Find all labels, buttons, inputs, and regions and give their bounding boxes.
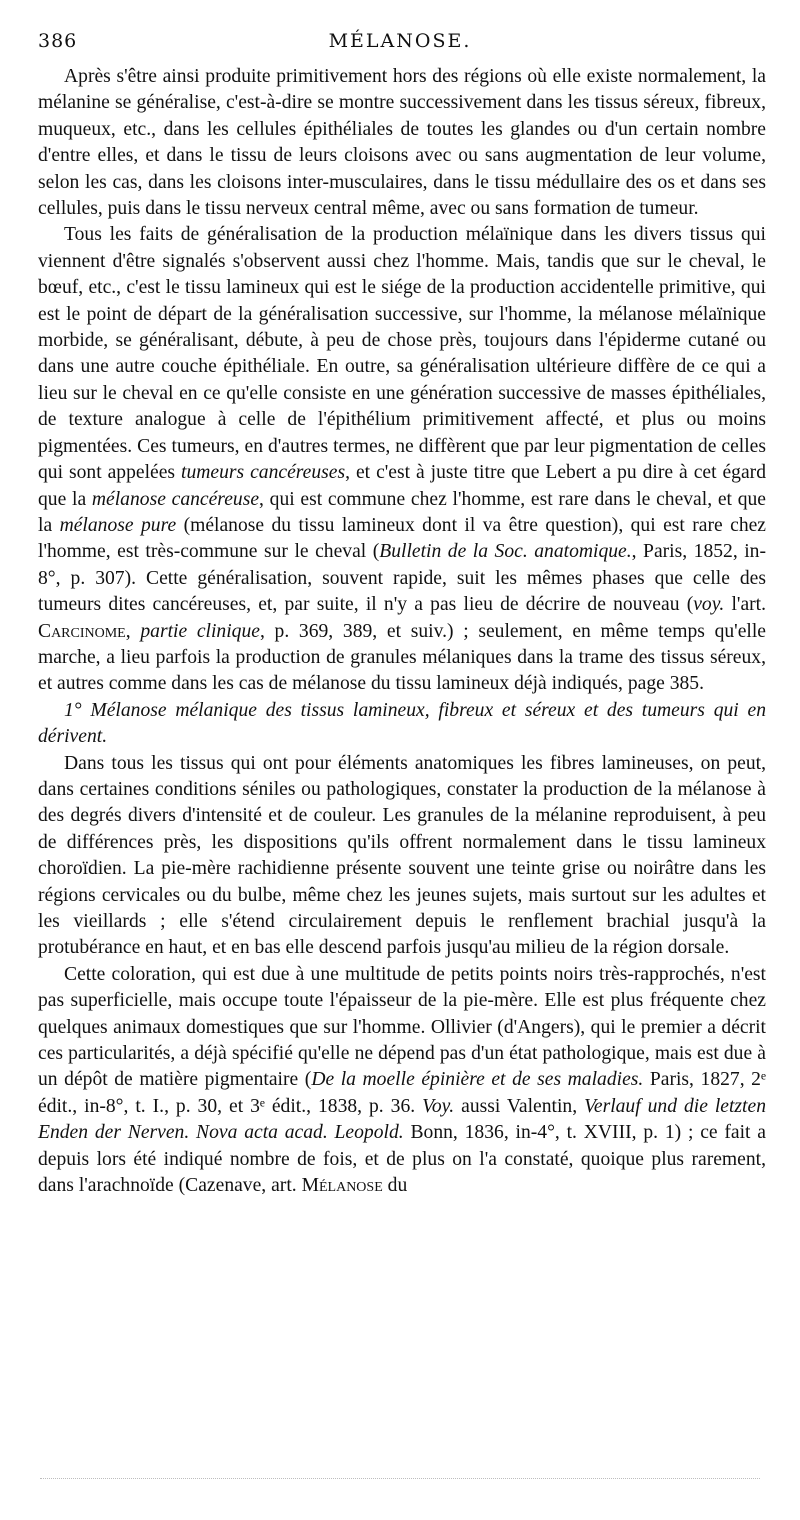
running-title: MÉLANOSE. [328, 30, 472, 52]
text-run: , [125, 620, 141, 642]
text-run: du [382, 1175, 408, 1197]
text-run: (mélanose du tissu lamineux dont il va être question), qui est rare chez l'homme, est très-commune sur le cheval ( [38, 514, 767, 563]
paragraph: Après s'être ainsi produite primitivement hors des régions où elle existe normalement, la mélanine se généralise, c'est-à-dire se montre successivement dans les tissus séreux, fibreux, muqueux, etc., dans les cellules épithéliales de toutes les glandes ou d'un certain nombre d'entre elles, et dans le tissu de leurs cloisons avec ou sans augmentation de leur volume, selon les cas, dans les cloisons inter-musculaires, dans le tissu médullaire des os et dans ses cellules, puis dans le tissu nerveux central même, avec ou sans formation de tumeur. [38, 66, 766, 220]
section-heading: 1° Mélanose mélanique des tissus lamineux, fibreux et séreux et des tumeurs qui en dérivent. [38, 699, 766, 748]
text-run: Bonn, 1836, in-4°, t. XVIII, p. 1) ; ce fait a depuis lors été indiqué nombre de fois, et de plus on l'a constaté, quoique plus rarement, dans l'arachnoïde (Cazenave, art. [38, 1122, 766, 1197]
text-run: Tous les faits de généralisation de la production mélaïnique dans les divers tissus qui viennent d'être signalés s'observent aussi chez l'homme. Mais, tandis que sur le cheval, le bœuf, etc., c'est le tissu lamineux qui est le siége de la production accidentelle primitive, qui est le point de départ de la généralisation successive, sur l'homme, la mélanose mélaïnique morbide, se généralisant, débute, à peu de chose près, toujours dans l'épiderme cutané ou dans une autre couche épithéliale. En outre, sa généralisation ultérieure diffère de ce qui a lieu sur le cheval en ce qu'elle consiste en une génération successive de masses épithéliales, de texture analogue à celle de l'épithélium primitivement affecté, et plus ou moins pigmentées. Ces tumeurs, en d'autres termes, ne diffèrent que par leur pigmentation de celles qui sont appelées [38, 224, 766, 484]
citation-title: De la moelle épinière et de ses maladies. [311, 1069, 644, 1091]
italic-term: Voy. [422, 1095, 455, 1117]
text-run: Paris, 1827, 2ᵉ édit., in-8°, t. I., p. 30, et 3ᵉ édit., 1838, p. 36. [38, 1069, 766, 1117]
bottom-scan-line [40, 1478, 760, 1479]
cross-reference: Mélanose [301, 1175, 383, 1197]
italic-term: voy. [693, 594, 725, 616]
citation-title: Bulletin de la Soc. anatomique. [379, 541, 632, 563]
italic-term: tumeurs cancéreuses [181, 462, 346, 484]
page-number: 386 [38, 30, 78, 52]
text-run: aussi Valentin, [454, 1095, 585, 1117]
paragraph [38, 222, 766, 697]
italic-term: partie clinique [140, 620, 260, 642]
italic-term: mélanose cancéreuse [91, 488, 260, 510]
text-run: , qui est commune chez l'homme, est rare dans le cheval, et que la [38, 488, 766, 536]
paragraph: Dans tous les tissus qui ont pour éléments anatomiques les fibres lamineuses, on peut, dans certaines conditions séniles ou pathologiques, constater la production de la mélanose à des degrés divers d'intensité et de couleur. Les granules de la mélanine reproduisent, à peu de différences près, les dispositions qu'ils offrent normalement dans le tissu lamineux choroïdien. La pie-mère rachidienne présente souvent une teinte grise ou noirâtre dans les régions cervicales ou du bulbe, même chez les jeunes sujets, mais surtout sur les adultes et les vieillards ; elle s'étend circulairement depuis le renflement brachial jusqu'à la protubérance en haut, et en bas elle descend parfois jusqu'au milieu de la région dorsale. [38, 752, 766, 959]
text-run: , Paris, 1852, in-8°, p. 307). Cette généralisation, souvent rapide, suit les mêmes phases que celle des tumeurs dites cancéreuses, et, par suite, il n'y a pas lieu de décrire de nouveau ( [38, 541, 767, 616]
italic-term: mélanose pure [59, 514, 177, 536]
paragraph [38, 962, 766, 1200]
text-run: l'art. [724, 594, 767, 616]
text-run: , et c'est à juste titre que Lebert a pu dire à cet égard que la [38, 462, 766, 510]
citation-title: Verlauf und die letzten Enden der Nerven. Nova acta acad. Leopold. [38, 1095, 766, 1144]
text-run: Cette coloration, qui est due à une multitude de petits points noirs très-rapprochés, n'est pas superficielle, mais occupe toute l'épaisseur de la pie-mère. Elle est plus fréquente chez quelques animaux domestiques que sur l'homme. Ollivier (d'Angers), qui le premier a décrit ces particularités, a déjà spécifié qu'elle ne dépend pas d'un état pathologique, mais est due à un dépôt de matière pigmentaire ( [38, 963, 766, 1091]
text-run: , p. 369, 389, et suiv.) ; seulement, en même temps qu'elle marche, a lieu parfois la production de granules mélaniques dans la trame des tissus séreux, et autres comme dans les cas de mélanose du tissu lamineux déjà indiqués, page 385. [38, 620, 766, 695]
cross-reference: Carcinome [38, 620, 126, 642]
page-header [38, 30, 762, 60]
body-text [38, 64, 766, 1199]
